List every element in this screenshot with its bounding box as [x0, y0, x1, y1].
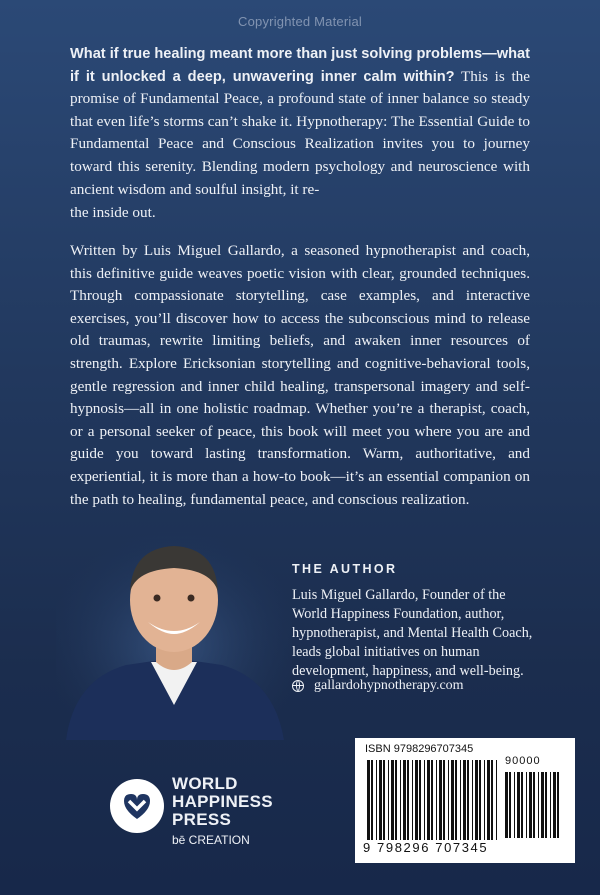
- description-p1-body: This is the promise of Fundamental Peace, a profound state of inner balance so steady that even life’s storms can’t shake it. Hypnotherapy: The Essential Guide to Fundamental Peace and Conscious Realization invites you to journey toward this serenity. Blending modern psychology and neuroscience with ancient wisdom and soulful insight, it re-: [70, 67, 530, 198]
- author-bio: Luis Miguel Gallardo, Founder of the World Happiness Foundation, author, hypnotherapist, and Mental Health Coach, leads global initiatives on human development, happiness, and well-being.: [292, 587, 533, 679]
- addon-barcode-bars: [505, 772, 563, 838]
- isbn-label: ISBN 9798296707345: [365, 743, 474, 755]
- description-paragraph-2: Written by Luis Miguel Gallardo, a seasoned hypnotherapist and coach, this definitive guide weaves poetic vision with clear, grounded techniques. Through compassionate storytelling, case examples, and interactive exercises, you’ll discover how to access the subconscious mind to release old traumas, rewrite limiting beliefs, and awaken inner resources of strength. Explore Ericksonian storytelling and cognitive-behavioral tools, gentle regression and inner child healing, transpersonal imagery and self-hypnosis—all in one holistic roadmap. Whether you’re a therapist, coach, or a personal seeker of peace, this book will meet you where you are and guide you toward lasting transformation. Warm, authoritative, and experiential, it is more than a how-to book—it’s an essential companion on the path to healing, fundamental peace, and conscious realization.: [70, 242, 530, 508]
- author-heading: THE AUTHOR: [292, 562, 398, 576]
- globe-icon: [292, 680, 304, 692]
- publisher-line-2: HAPPINESS: [172, 792, 273, 811]
- heart-chevron-icon: [110, 779, 164, 833]
- author-photo: [56, 530, 292, 740]
- isbn-barcode: [355, 738, 575, 863]
- lead-question: What if true healing meant more than just solving problems—what if it unlocked a deep, unwavering inner calm within?: [70, 46, 530, 85]
- website-url[interactable]: gallardohypnotherapy.com: [314, 678, 464, 693]
- publisher-logo: [110, 774, 273, 855]
- isbn-digits: 9 798296 707345: [363, 840, 489, 855]
- barcode-bars: [367, 760, 499, 840]
- copyright-watermark: Copyrighted Material: [238, 14, 362, 29]
- author-website[interactable]: [292, 678, 464, 694]
- publisher-name: [172, 775, 273, 829]
- price-code: 90000: [505, 755, 541, 767]
- description-p1-tail: the inside out.: [70, 204, 156, 221]
- publisher-sub-brand: bē CREATION: [172, 833, 250, 847]
- publisher-line-3: PRESS: [172, 810, 232, 829]
- publisher-line-1: WORLD: [172, 774, 238, 793]
- description-paragraph-1: [70, 43, 530, 201]
